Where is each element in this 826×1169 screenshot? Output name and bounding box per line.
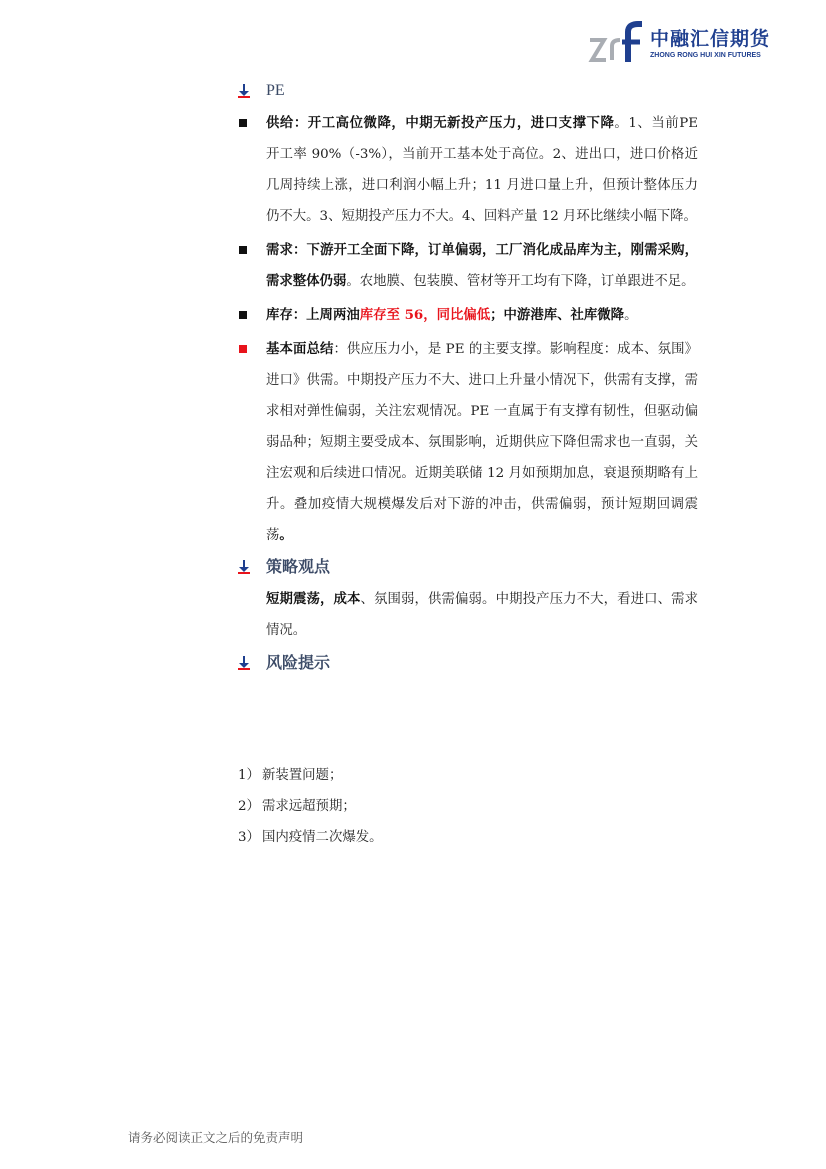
risk-item-number: 2）: [238, 799, 260, 814]
strategy-bold-text: 短期震荡，成本: [266, 591, 361, 607]
arrow-down-icon: [238, 656, 250, 670]
inventory-bold-text: 库存：上周两油: [266, 307, 360, 323]
report-body: [238, 78, 698, 680]
square-bullet-icon: [239, 119, 247, 127]
summary-body-text: ：供应压力小，是 PE 的主要支撑。影响程度：成本、氛围》进口》供需。中期投产压力不大、进口上升量小情况下，供需有支撑，需求相对弹性偏弱，关注宏观情况。PE 一直属于有支撑有韧性，但驱动偏弱品种；短期主要受成本、氛围影响，近期供应下降但需求也一直弱，关注宏观和后续进口情况。近期美联储 12 月如预期加息，衰退预期略有上升。叠加疫情大规模爆发后对下游的冲击，供需偏弱，预计短期回调震荡: [266, 342, 699, 543]
inventory-bullet: [238, 300, 698, 331]
inventory-highlight-text: 库存至 56，同比偏低: [359, 307, 491, 323]
inventory-end-text: 。: [624, 308, 638, 323]
logo-chinese-name: 中融汇信期货: [650, 28, 771, 50]
section-heading-strategy: [238, 554, 698, 580]
demand-body-text: 。农地膜、包装膜、管材等开工均有下降，订单跟进不足。: [346, 274, 695, 289]
summary-bold-text: 基本面总结: [266, 341, 334, 357]
demand-bullet: [238, 235, 698, 297]
square-bullet-icon: [239, 311, 247, 319]
list-item: [238, 760, 383, 791]
risk-list: [238, 760, 383, 853]
supply-bold-text: 供给：开工高位微降，中期无新投产压力，进口支撑下降: [266, 115, 615, 131]
summary-end-text: 。: [279, 527, 293, 543]
list-item: [238, 791, 383, 822]
section-title-strategy: 策略观点: [266, 557, 331, 576]
risk-item-text: 国内疫情二次爆发。: [262, 830, 383, 845]
supply-bullet: [238, 108, 698, 232]
logo-mark-icon: [588, 20, 648, 66]
risk-item-text: 新装置问题；: [262, 768, 343, 783]
company-logo: [588, 20, 778, 66]
supply-body-text: 。1、当前PE 开工率 90%（-3%），当前开工基本处于高位。2、进出口，进口价格近几周持续上涨，进口利润小幅上升；11 月进口量上升，但预计整体压力仍不大。3、短期投产压力不大。4、回料产量 12 月环比继续小幅下降。: [266, 116, 698, 224]
strategy-paragraph: [238, 584, 698, 646]
section-title-risk: 风险提示: [266, 653, 331, 672]
risk-item-text: 需求远超预期；: [262, 799, 356, 814]
arrow-down-icon: [238, 560, 250, 574]
inventory-bold-text-2: ；中游港库、社库微降: [490, 307, 625, 323]
summary-bullet: [238, 334, 698, 551]
arrow-down-icon: [238, 84, 250, 98]
list-item: [238, 822, 383, 853]
section-title-pe: PE: [266, 82, 285, 99]
section-heading-pe: [238, 78, 698, 104]
strategy-body-text: 、氛围弱，供需偏弱。中期投产压力不大，看进口、需求情况。: [266, 592, 699, 638]
footer-disclaimer: 请务必阅读正文之后的免责声明: [128, 1130, 304, 1145]
risk-item-number: 1）: [238, 768, 260, 783]
section-heading-risk: [238, 650, 698, 676]
square-bullet-icon: [239, 246, 247, 254]
red-square-bullet-icon: [239, 345, 247, 353]
demand-bold-text: 需求：下游开工全面下降，订单偏弱，工厂消化成品库为主，刚需采购，需求整体仍弱: [266, 242, 698, 289]
risk-item-number: 3）: [238, 830, 260, 845]
logo-english-name: ZHONG RONG HUI XIN FUTURES: [650, 52, 761, 59]
